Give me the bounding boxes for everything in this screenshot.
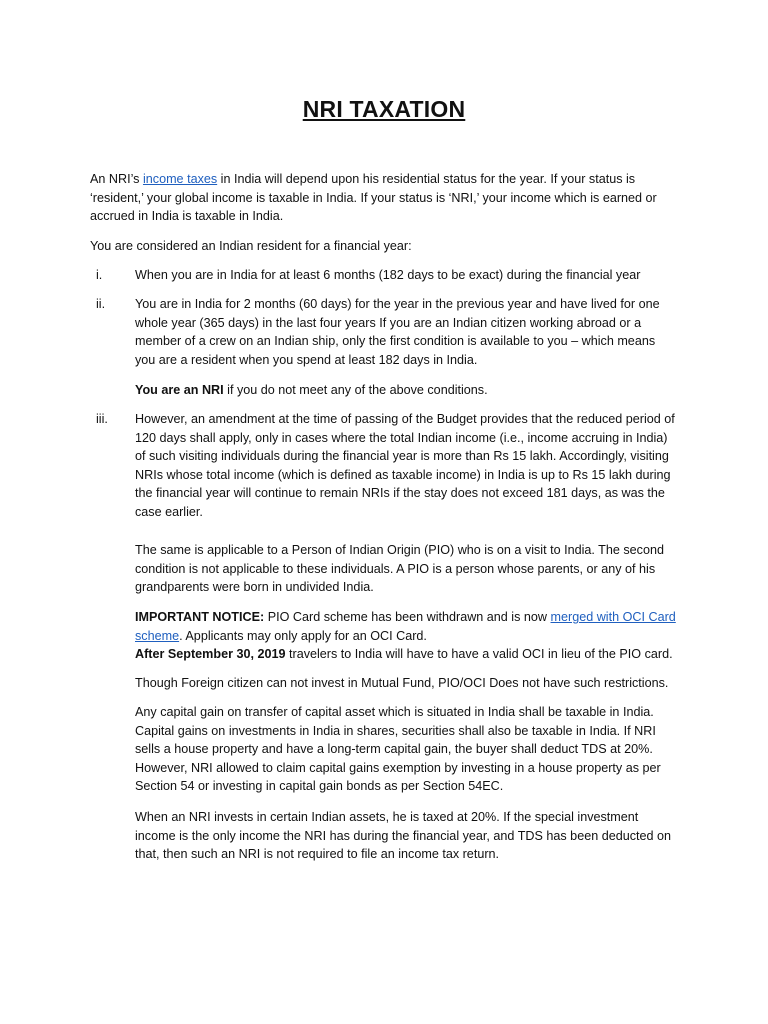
important-notice — [135, 608, 677, 645]
notice-after: . Applicants may only apply for an OCI Card. — [179, 628, 427, 643]
notice-bold: IMPORTANT NOTICE: — [135, 610, 265, 624]
resident-lead: You are considered an Indian resident for a financial year: — [90, 239, 412, 253]
capital-gain-paragraph: Any capital gain on transfer of capital asset which is situated in India shall be taxable in India. Capital gains on investments in India in shares, securities shall also be taxable in India. If NRI sells a house property and have a long-term capital gain, the buyer shall deduct TDS at 20%. However, NRI allowed to claim capital gains exemption by investing in a house property as per Section 54 or investing in capital gain bonds as per Section 54EC. — [135, 705, 661, 794]
intro-paragraph — [90, 170, 672, 226]
income-taxes-link[interactable]: income taxes — [142, 172, 218, 186]
intro-text-after: in India will depend upon his residential status for the year. If your status is ‘resident,’ your global income is taxable in India. If your status is ‘NRI,’ your income which is earned or accrued in India is taxable in India. — [90, 172, 657, 224]
pio-paragraph: The same is applicable to a Person of Indian Origin (PIO) who is on a visit to India. The second condition is not applicable to these individuals. A PIO is a person whose parents, or any of his grandparents were born in undivided India. — [135, 543, 664, 595]
notice-text: PIO Card scheme has been withdrawn and is now — [264, 610, 551, 624]
list-item: However, an amendment at the time of passing of the Budget provides that the reduced period of 120 days shall apply, only in cases where the total Indian income (i.e., income accruing in India) of such visiting individuals during the financial year is more than Rs 15 lakh. Accordingly, visiting NRIs whose total income (which is defined as taxable income) in India is up to Rs 15 lakh during the financial year will continue to remain NRIs if the stay does not exceed 181 days, as was the case earlier. — [135, 412, 675, 519]
invest-paragraph: When an NRI invests in certain Indian assets, he is taxed at 20%. If the special investment income is the only income the NRI has during the financial year, and TDS has been deducted on that, then such an NRI is not required to file an income tax return. — [135, 810, 672, 862]
page-title: NRI TAXATION — [302, 96, 466, 122]
list-item: When you are in India for at least 6 months (182 days to be exact) during the financial year — [135, 268, 641, 282]
nri-note-bold: You are an NRI — [135, 383, 224, 397]
after-sept-bold: After September 30, 2019 — [135, 647, 286, 661]
after-sept-rest: travelers to India will have to have a valid OCI in lieu of the PIO card. — [285, 647, 673, 661]
list-number: iii. — [96, 412, 108, 426]
nri-note — [135, 381, 677, 400]
mutual-fund-paragraph: Though Foreign citizen can not invest in Mutual Fund, PIO/OCI Does not have such restrictions. — [135, 676, 669, 690]
after-september-note — [135, 645, 677, 664]
intro-text-before: An NRI’s — [90, 172, 143, 186]
list-item: You are in India for 2 months (60 days) for the year in the previous year and have lived for one whole year (365 days) in the last four years If you are an Indian citizen working abroad or a member of a crew on an Indian ship, only the first condition is available to you – which means you are a resident when you spend at least 182 days in India. — [135, 297, 660, 367]
list-number: ii. — [96, 297, 106, 311]
list-number: i. — [96, 268, 103, 282]
nri-note-rest: if you do not meet any of the above conditions. — [223, 383, 488, 397]
oci-card-link[interactable]: merged with OCI Card scheme — [135, 610, 676, 643]
